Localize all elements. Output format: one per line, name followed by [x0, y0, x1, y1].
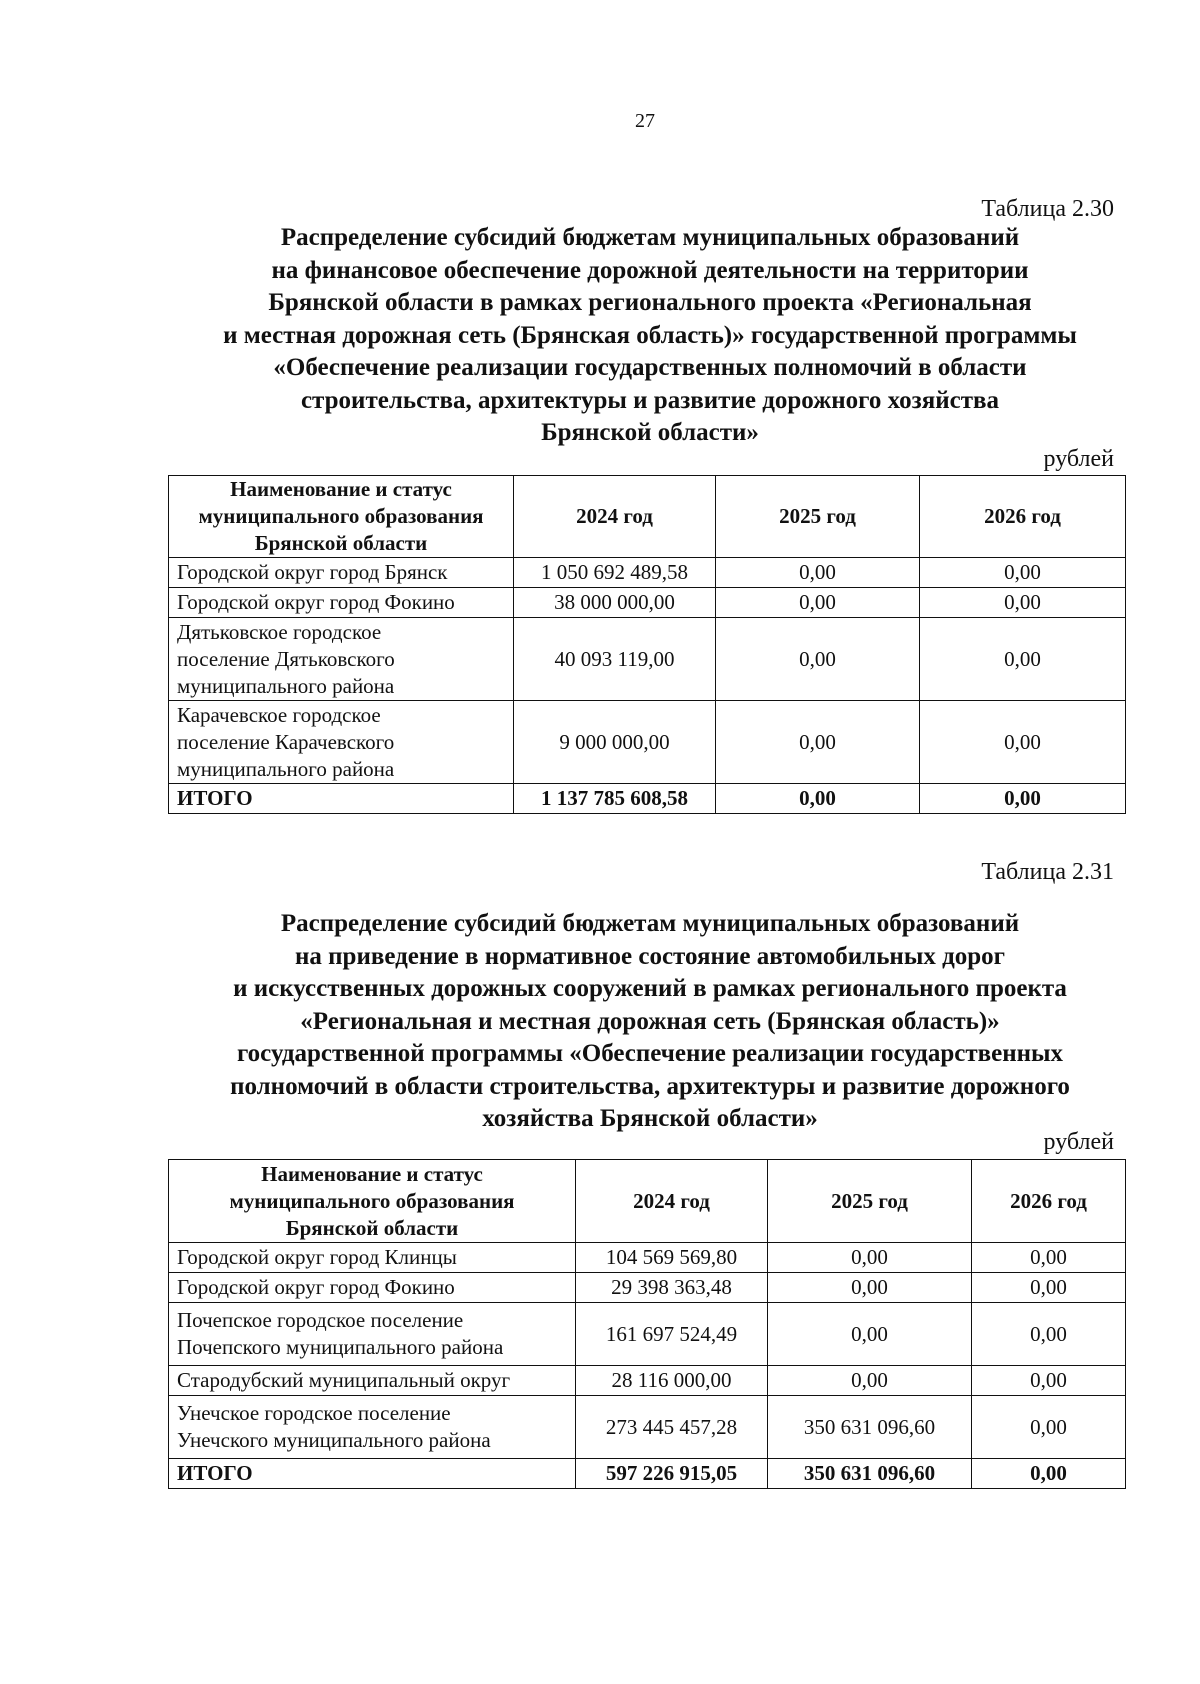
row-2025: 0,00: [716, 701, 920, 784]
row-2025: 0,00: [716, 588, 920, 618]
header-2025: 2025 год: [716, 476, 920, 558]
row-2024: 273 445 457,28: [576, 1396, 768, 1459]
row-name: Городской округ город Фокино: [169, 1273, 576, 1303]
table-row: [169, 618, 1126, 701]
row-name: Унечское городское поселение Унечского муниципального района: [169, 1396, 576, 1459]
row-2026: 0,00: [920, 588, 1126, 618]
title-line: «Обеспечение реализации государственных полномочий в области: [273, 354, 1027, 381]
row-name: Городской округ город Брянск: [169, 558, 514, 588]
table-header-row: [169, 1160, 1126, 1243]
unit-label: рублей: [1043, 446, 1114, 472]
row-2026: 0,00: [972, 1273, 1126, 1303]
row-2026: 0,00: [972, 1366, 1126, 1396]
row-2024: 28 116 000,00: [576, 1366, 768, 1396]
header-2025: 2025 год: [768, 1160, 972, 1243]
row-name: Карачевское городское поселение Карачевского муниципального района: [169, 701, 514, 784]
row-2025: 0,00: [716, 618, 920, 701]
subsidy-table-2-30: [168, 475, 1126, 814]
row-2024: 9 000 000,00: [514, 701, 716, 784]
title-line: государственной программы «Обеспечение реализации государственных: [236, 1040, 1064, 1067]
row-2025: 350 631 096,60: [768, 1396, 972, 1459]
header-2024: 2024 год: [514, 476, 716, 558]
row-2026: 0,00: [920, 618, 1126, 701]
total-2024: 1 137 785 608,58: [514, 784, 716, 814]
row-2026: 0,00: [972, 1396, 1126, 1459]
row-2025: 0,00: [716, 558, 920, 588]
row-2026: 0,00: [972, 1243, 1126, 1273]
table-row: [169, 1273, 1126, 1303]
total-label: ИТОГО: [169, 784, 514, 814]
title-line: Распределение субсидий бюджетам муниципальных образований: [280, 910, 1020, 937]
total-label: ИТОГО: [169, 1459, 576, 1489]
total-row: [169, 1459, 1126, 1489]
row-2025: 0,00: [768, 1366, 972, 1396]
table-title-2-30: [150, 222, 1150, 450]
row-2024: 161 697 524,49: [576, 1303, 768, 1366]
total-2025: 0,00: [716, 784, 920, 814]
total-2025: 350 631 096,60: [768, 1459, 972, 1489]
table-row: [169, 1303, 1126, 1366]
table-label-2-30: Таблица 2.30: [981, 196, 1114, 222]
title-line: строительства, архитектуры и развитие дорожного хозяйства: [300, 386, 1000, 414]
table-row: [169, 1396, 1126, 1459]
row-2024: 104 569 569,80: [576, 1243, 768, 1273]
row-name: Дятьковское городское поселение Дятьковского муниципального района: [169, 618, 514, 701]
table-row: [169, 701, 1126, 784]
title-line: на финансовое обеспечение дорожной деятельности на территории: [271, 256, 1029, 284]
header-name: Наименование и статус муниципального образования Брянской области: [169, 476, 514, 558]
row-name: Городской округ город Фокино: [169, 588, 514, 618]
title-line: хозяйства Брянской области»: [482, 1105, 818, 1132]
row-2024: 29 398 363,48: [576, 1273, 768, 1303]
row-name: Стародубский муниципальный округ: [169, 1366, 576, 1396]
title-line: «Региональная и местная дорожная сеть (Брянская область)»: [300, 1007, 1000, 1035]
title-line: и искусственных дорожных сооружений в рамках регионального проекта: [233, 975, 1067, 1002]
row-2025: 0,00: [768, 1303, 972, 1366]
total-2026: 0,00: [920, 784, 1126, 814]
row-2024: 40 093 119,00: [514, 618, 716, 701]
row-2025: 0,00: [768, 1243, 972, 1273]
row-2024: 38 000 000,00: [514, 588, 716, 618]
row-2024: 1 050 692 489,58: [514, 558, 716, 588]
subsidy-table-2-31: [168, 1159, 1126, 1489]
title-line: Брянской области в рамках регионального проекта «Региональная: [268, 289, 1032, 316]
row-name: Городской округ город Клинцы: [169, 1243, 576, 1273]
table-row: [169, 1243, 1126, 1273]
page-number: 27: [635, 110, 655, 132]
title-line: Брянской области»: [541, 419, 759, 446]
title-line: и местная дорожная сеть (Брянская область)» государственной программы: [223, 321, 1077, 349]
total-row: [169, 784, 1126, 814]
table-row: [169, 1366, 1126, 1396]
row-2026: 0,00: [972, 1303, 1126, 1366]
total-2024: 597 226 915,05: [576, 1459, 768, 1489]
row-2026: 0,00: [920, 701, 1126, 784]
title-line: на приведение в нормативное состояние автомобильных дорог: [295, 942, 1005, 970]
unit-label: рублей: [1043, 1129, 1114, 1155]
table-row: [169, 558, 1126, 588]
total-2026: 0,00: [972, 1459, 1126, 1489]
table-label-2-31: Таблица 2.31: [981, 859, 1114, 885]
header-2026: 2026 год: [920, 476, 1126, 558]
title-line: полномочий в области строительства, архитектуры и развитие дорожного: [230, 1072, 1070, 1100]
row-2026: 0,00: [920, 558, 1126, 588]
title-line: Распределение субсидий бюджетам муниципальных образований: [280, 224, 1020, 251]
row-name: Почепское городское поселение Почепского муниципального района: [169, 1303, 576, 1366]
header-2026: 2026 год: [972, 1160, 1126, 1243]
table-row: [169, 588, 1126, 618]
header-2024: 2024 год: [576, 1160, 768, 1243]
row-2025: 0,00: [768, 1273, 972, 1303]
table-header-row: [169, 476, 1126, 558]
table-title-2-31: [150, 908, 1150, 1136]
header-name: Наименование и статус муниципального образования Брянской области: [169, 1160, 576, 1243]
